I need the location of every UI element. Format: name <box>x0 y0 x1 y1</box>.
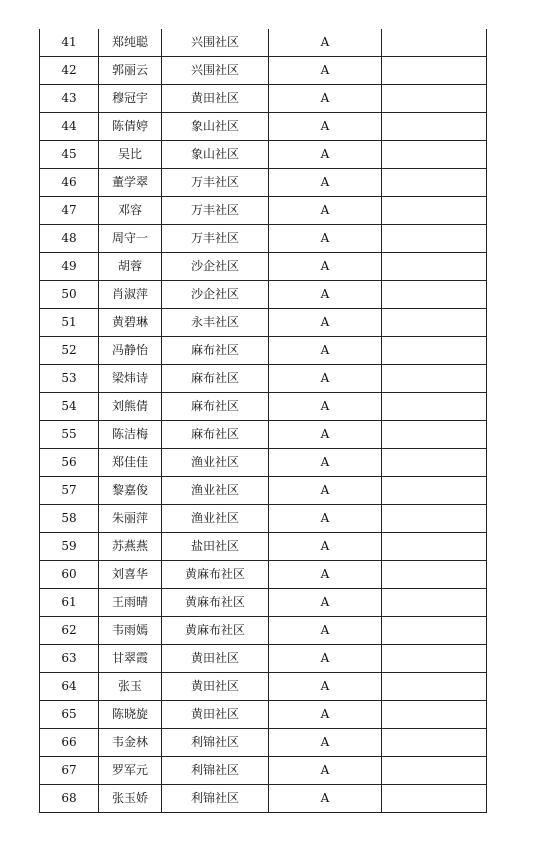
row-number: 48 <box>40 225 99 253</box>
table-row <box>40 505 487 533</box>
row-number: 44 <box>40 113 99 141</box>
table-row <box>40 449 487 477</box>
note-cell <box>382 253 487 281</box>
person-name: 肖淑萍 <box>99 281 162 309</box>
grade-value: A <box>269 57 382 85</box>
person-name: 朱丽萍 <box>99 505 162 533</box>
row-number: 52 <box>40 337 99 365</box>
community-name: 麻布社区 <box>162 393 269 421</box>
person-name: 胡蓉 <box>99 253 162 281</box>
person-name: 刘喜华 <box>99 561 162 589</box>
note-cell <box>382 197 487 225</box>
community-name: 黄麻布社区 <box>162 617 269 645</box>
person-name: 张玉 <box>99 673 162 701</box>
grade-value: A <box>269 421 382 449</box>
note-cell <box>382 729 487 757</box>
community-name: 黄田社区 <box>162 701 269 729</box>
community-name: 黄麻布社区 <box>162 561 269 589</box>
table-row <box>40 421 487 449</box>
grade-value: A <box>269 393 382 421</box>
person-name: 黄碧琳 <box>99 309 162 337</box>
note-cell <box>382 337 487 365</box>
table-row <box>40 281 487 309</box>
grade-value: A <box>269 337 382 365</box>
note-cell <box>382 309 487 337</box>
table-row <box>40 365 487 393</box>
grade-value: A <box>269 561 382 589</box>
community-name: 黄田社区 <box>162 85 269 113</box>
note-cell <box>382 449 487 477</box>
person-name: 郭丽云 <box>99 57 162 85</box>
grade-value: A <box>269 645 382 673</box>
row-number: 46 <box>40 169 99 197</box>
community-name: 利锦社区 <box>162 757 269 785</box>
table-row <box>40 113 487 141</box>
row-number: 57 <box>40 477 99 505</box>
note-cell <box>382 757 487 785</box>
table-row <box>40 785 487 813</box>
note-cell <box>382 421 487 449</box>
table-row <box>40 57 487 85</box>
grade-value: A <box>269 141 382 169</box>
row-number: 63 <box>40 645 99 673</box>
grade-value: A <box>269 477 382 505</box>
person-name: 郑佳佳 <box>99 449 162 477</box>
community-name: 麻布社区 <box>162 365 269 393</box>
person-name: 邓容 <box>99 197 162 225</box>
table-row <box>40 617 487 645</box>
grade-value: A <box>269 197 382 225</box>
community-name: 兴围社区 <box>162 57 269 85</box>
table-row <box>40 701 487 729</box>
row-number: 58 <box>40 505 99 533</box>
community-name: 渔业社区 <box>162 449 269 477</box>
row-number: 59 <box>40 533 99 561</box>
table-row <box>40 29 487 57</box>
roster-table <box>39 29 487 813</box>
community-name: 万丰社区 <box>162 225 269 253</box>
community-name: 黄田社区 <box>162 673 269 701</box>
grade-value: A <box>269 281 382 309</box>
note-cell <box>382 85 487 113</box>
note-cell <box>382 561 487 589</box>
grade-value: A <box>269 785 382 813</box>
person-name: 韦雨嫣 <box>99 617 162 645</box>
table-row <box>40 729 487 757</box>
note-cell <box>382 505 487 533</box>
note-cell <box>382 141 487 169</box>
table-row <box>40 589 487 617</box>
community-name: 万丰社区 <box>162 197 269 225</box>
person-name: 苏燕燕 <box>99 533 162 561</box>
row-number: 45 <box>40 141 99 169</box>
community-name: 渔业社区 <box>162 505 269 533</box>
person-name: 陈晓旋 <box>99 701 162 729</box>
community-name: 渔业社区 <box>162 477 269 505</box>
community-name: 盐田社区 <box>162 533 269 561</box>
note-cell <box>382 785 487 813</box>
note-cell <box>382 29 487 57</box>
person-name: 罗军元 <box>99 757 162 785</box>
table-row <box>40 477 487 505</box>
person-name: 冯静怡 <box>99 337 162 365</box>
table-row <box>40 225 487 253</box>
grade-value: A <box>269 701 382 729</box>
community-name: 永丰社区 <box>162 309 269 337</box>
note-cell <box>382 57 487 85</box>
note-cell <box>382 589 487 617</box>
note-cell <box>382 365 487 393</box>
person-name: 穆冠宇 <box>99 85 162 113</box>
note-cell <box>382 645 487 673</box>
community-name: 利锦社区 <box>162 785 269 813</box>
community-name: 象山社区 <box>162 113 269 141</box>
community-name: 黄田社区 <box>162 645 269 673</box>
table-row <box>40 337 487 365</box>
row-number: 43 <box>40 85 99 113</box>
grade-value: A <box>269 757 382 785</box>
grade-value: A <box>269 589 382 617</box>
row-number: 67 <box>40 757 99 785</box>
table-row <box>40 85 487 113</box>
table-row <box>40 197 487 225</box>
table-row <box>40 169 487 197</box>
row-number: 68 <box>40 785 99 813</box>
community-name: 黄麻布社区 <box>162 589 269 617</box>
grade-value: A <box>269 729 382 757</box>
community-name: 麻布社区 <box>162 337 269 365</box>
person-name: 郑纯聪 <box>99 29 162 57</box>
row-number: 54 <box>40 393 99 421</box>
row-number: 51 <box>40 309 99 337</box>
note-cell <box>382 477 487 505</box>
row-number: 47 <box>40 197 99 225</box>
row-number: 66 <box>40 729 99 757</box>
community-name: 万丰社区 <box>162 169 269 197</box>
person-name: 董学翠 <box>99 169 162 197</box>
person-name: 韦金林 <box>99 729 162 757</box>
row-number: 62 <box>40 617 99 645</box>
person-name: 陈洁梅 <box>99 421 162 449</box>
community-name: 沙企社区 <box>162 253 269 281</box>
grade-value: A <box>269 449 382 477</box>
roster-body <box>40 29 487 813</box>
note-cell <box>382 617 487 645</box>
note-cell <box>382 701 487 729</box>
grade-value: A <box>269 85 382 113</box>
grade-value: A <box>269 505 382 533</box>
table-row <box>40 533 487 561</box>
row-number: 41 <box>40 29 99 57</box>
person-name: 陈倩婷 <box>99 113 162 141</box>
row-number: 50 <box>40 281 99 309</box>
community-name: 利锦社区 <box>162 729 269 757</box>
row-number: 53 <box>40 365 99 393</box>
row-number: 56 <box>40 449 99 477</box>
community-name: 沙企社区 <box>162 281 269 309</box>
grade-value: A <box>269 533 382 561</box>
person-name: 王雨晴 <box>99 589 162 617</box>
grade-value: A <box>269 365 382 393</box>
grade-value: A <box>269 113 382 141</box>
row-number: 42 <box>40 57 99 85</box>
note-cell <box>382 281 487 309</box>
community-name: 象山社区 <box>162 141 269 169</box>
table-row <box>40 253 487 281</box>
community-name: 麻布社区 <box>162 421 269 449</box>
grade-value: A <box>269 253 382 281</box>
note-cell <box>382 673 487 701</box>
note-cell <box>382 533 487 561</box>
person-name: 周守一 <box>99 225 162 253</box>
note-cell <box>382 225 487 253</box>
row-number: 60 <box>40 561 99 589</box>
note-cell <box>382 169 487 197</box>
grade-value: A <box>269 29 382 57</box>
community-name: 兴围社区 <box>162 29 269 57</box>
person-name: 张玉娇 <box>99 785 162 813</box>
table-row <box>40 757 487 785</box>
table-row <box>40 561 487 589</box>
row-number: 49 <box>40 253 99 281</box>
row-number: 55 <box>40 421 99 449</box>
note-cell <box>382 393 487 421</box>
table-row <box>40 645 487 673</box>
grade-value: A <box>269 169 382 197</box>
grade-value: A <box>269 617 382 645</box>
grade-value: A <box>269 309 382 337</box>
person-name: 刘熊倩 <box>99 393 162 421</box>
note-cell <box>382 113 487 141</box>
grade-value: A <box>269 225 382 253</box>
row-number: 61 <box>40 589 99 617</box>
table-row <box>40 673 487 701</box>
table-row <box>40 141 487 169</box>
row-number: 65 <box>40 701 99 729</box>
person-name: 甘翠霞 <box>99 645 162 673</box>
table-row <box>40 309 487 337</box>
person-name: 吴比 <box>99 141 162 169</box>
table-row <box>40 393 487 421</box>
row-number: 64 <box>40 673 99 701</box>
person-name: 黎嘉俊 <box>99 477 162 505</box>
grade-value: A <box>269 673 382 701</box>
person-name: 梁炜诗 <box>99 365 162 393</box>
